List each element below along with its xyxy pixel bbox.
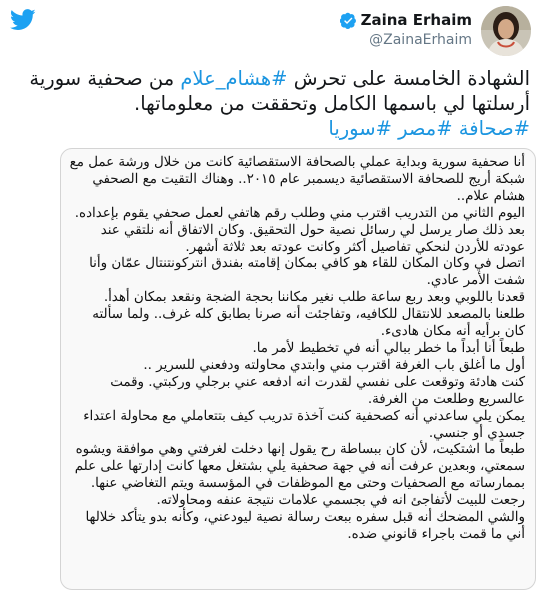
display-name[interactable]: Zaina Erhaim (360, 11, 472, 29)
tweet-text-segment: الشهادة الخامسة على تحرش (293, 67, 530, 90)
hashtag-row (10, 116, 530, 141)
document-paragraph: كنت هادئة وتوقعت على نفسي لقدرت انه ادفعه عني برجلي وركبتي. وقمت عالسريع وطلعت من الغرفة. (110, 374, 525, 407)
verified-badge-icon (340, 12, 357, 29)
tweet-header (0, 0, 542, 62)
hashtag-egypt[interactable]: #مصر (398, 117, 453, 140)
document-paragraph: يمكن يلي ساعدني أنه كصحفية كنت آخذة تدريب كيف بتتعاملي مع محاولة اعتداء جسدي أو جنسي. (83, 408, 525, 441)
document-paragraph: أنا صحفية سورية وبداية عملي بالصحافة الاستقصائية كانت من خلال ورشة عمل مع شبكة أريج للصحافة الاستقصائية ديسمبر عام ٢٠١٥.. وهناك التقيت مع الصحفي هشام علام.. (69, 155, 525, 204)
document-paragraph: رجعت للبيت لأتفاجئ انه في بجسمي علامات نتيجة عنفه ومحاولاته. (156, 493, 525, 509)
hashtag-syria[interactable]: #سوريا (328, 117, 392, 140)
twitter-bird-icon[interactable] (10, 9, 36, 31)
tweet-text (10, 66, 530, 141)
document-paragraph: قعدنا باللوبي وبعد ربع ساعة طلب نغير مكاننا بحجة الضجة ونقعد بمكان أهدأ. (103, 290, 525, 306)
document-paragraph: اتصل في وكان المكان للقاء هو كافي بمكان إقامته بفندق انتركونتنتال عمّان وأنا شفت الأمر عادي. (89, 256, 525, 289)
attached-image[interactable] (60, 148, 536, 590)
tweet-line-1 (10, 66, 530, 91)
tweet-line-2: أرسلتها لي باسمها الكامل وتحققت من معلوماتها. (134, 92, 530, 115)
hashtag-hisham-allam[interactable]: #هشام_علام (180, 67, 288, 90)
hashtag-journalism[interactable]: #صحافة (458, 117, 530, 140)
document-paragraph: طبعاً أنا أبداً ما خطر ببالي أنه في تخطيط لأمر ما. (252, 340, 525, 356)
document-paragraph: والشي المضحك أنه قبل سفره ببعت رسالة نصية ليودعني، وكأنه بدو يتأكد خلالها أني ما قمت باجراء قانوني ضده. (85, 510, 525, 542)
document-paragraph: بعد ذلك صار يرسل لي رسائل نصية حول التحقيق. وكان الاتفاق أنه نلتقي عند عودته للأردن لنحكي تفاصيل أكثر وكانت عودته بعد ثلاثة أشهر. (100, 222, 525, 255)
avatar-image (481, 6, 531, 56)
document-paragraph: طبعاً ما اشتكيت، لأن كان ببساطة رح يقول إنها دخلت لغرفتي وهي موافقة ويشوه سمعتي، وبعدين عرفت أنه في جهة صحفية يلي بشتغل معها كانت إدارتها على علم بممارساته مع الصحفيات وحتى مع الموظفات في المؤسسة ويتم التغاضي عنها. (74, 442, 525, 492)
user-info[interactable] (340, 11, 472, 48)
document-paragraph: أول ما أغلق باب الغرفة اقترب مني وابتدي محاولته ودفعني للسرير .. (143, 357, 525, 373)
document-paragraph: اليوم الثاني من التدريب اقترب مني وطلب رقم هاتفي لعمل صحفي يقوم بإعداده. (74, 205, 525, 221)
document-paragraph: طلعنا بالمصعد للانتقال للكافيه، وتفاجئت أنه صرنا بطابق كله غرف.. ولما سألته كان برأيه أنه مكان هادىء. (92, 307, 525, 340)
avatar[interactable] (481, 6, 531, 56)
user-handle[interactable]: @ZainaErhaim (369, 32, 472, 48)
testimony-document (69, 155, 525, 544)
tweet-text-segment: من صحفية سورية (29, 67, 175, 90)
